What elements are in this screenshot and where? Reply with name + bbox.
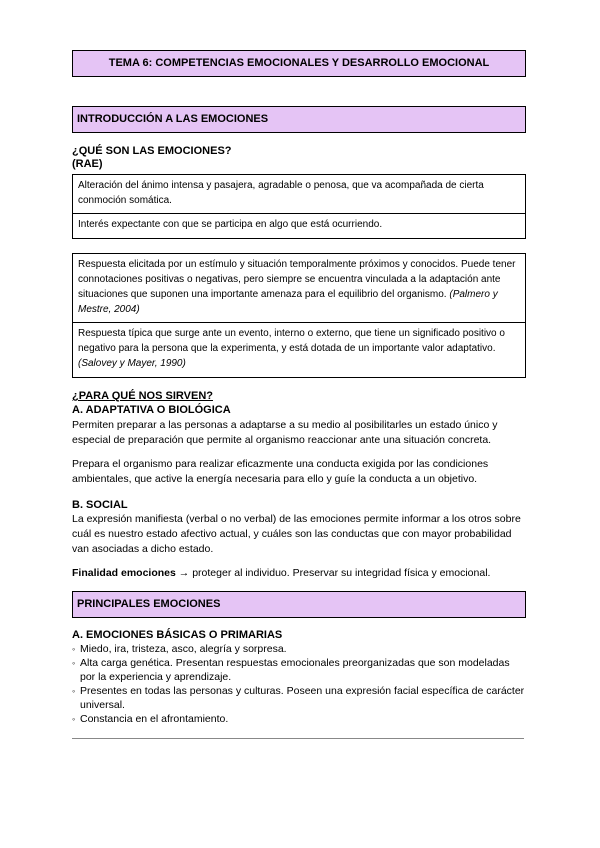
definition-box-palmero: [72, 253, 526, 323]
list-item: ◦ Miedo, ira, tristeza, asco, alegría y sorpresa.: [72, 642, 526, 656]
section-heading-principales: PRINCIPALES EMOCIONES: [72, 591, 526, 618]
list-item: ◦ Constancia en el afrontamiento.: [72, 712, 526, 726]
document-title: TEMA 6: COMPETENCIAS EMOCIONALES Y DESARROLLO EMOCIONAL: [72, 50, 526, 77]
section-heading-introduccion: INTRODUCCIÓN A LAS EMOCIONES: [72, 106, 526, 133]
bullet-list-basicas: [72, 642, 526, 726]
finalidad-label: Finalidad emociones: [72, 567, 176, 579]
definition-text: Interés expectante con que se participa en algo que está ocurriendo.: [78, 219, 383, 230]
definition-text: Respuesta elicitada por un estímulo y situación temporalmente próximos y conocidos. Puede tener connotaciones positivas o negativas, pero siempre se encuentra vinculada a la adaptación ante situaciones que suponen una importante amenaza para el equilibrio del organismo.: [78, 259, 516, 300]
subheading-basicas: A. EMOCIONES BÁSICAS O PRIMARIAS: [72, 629, 283, 641]
list-item: ◦ Alta carga genética. Presentan respuestas emocionales preorganizadas que son modeladas por la experiencia y aprendizaje.: [72, 656, 526, 684]
list-item: ◦ Presentes en todas las personas y culturas. Poseen una expresión facial específica de carácter universal.: [72, 684, 526, 712]
source-rae: (RAE): [72, 158, 103, 170]
definition-box-salovey: [72, 322, 526, 378]
page-divider: [72, 738, 524, 739]
definition-text: Alteración del ánimo intensa y pasajera, agradable o penosa, que va acompañada de cierta conmoción somática.: [78, 180, 484, 206]
citation: (Salovey y Mayer, 1990): [78, 358, 186, 369]
question-para-que: ¿PARA QUÉ NOS SIRVEN?: [72, 390, 213, 402]
paragraph-social: La expresión manifiesta (verbal o no verbal) de las emociones permite informar a los otros sobre cuál es nuestro estado afectivo actual, y cuáles son las conductas que con mayor probabilidad van asociadas a dicho estado.: [72, 513, 521, 555]
paragraph-adaptativa-1: Permiten preparar a las personas a adaptarse a su medio al posibilitarles un estado único y especial de preparación que permite al organismo reaccionar ante una situación concreta.: [72, 419, 498, 446]
paragraph-adaptativa-2: Prepara el organismo para realizar eficazmente una conducta exigida por las condiciones ambientales, que active la energía necesaria para ello y guíe la conducta a un objetivo.: [72, 458, 489, 485]
finalidad-line: [72, 566, 526, 581]
question-que-son: ¿QUÉ SON LAS EMOCIONES?: [72, 145, 232, 157]
citation: (Palmero y Mestre, 2004): [78, 289, 498, 315]
definition-box-rae-1: [72, 174, 526, 214]
subheading-adaptativa: A. ADAPTATIVA O BIOLÓGICA: [72, 404, 231, 416]
subheading-social: B. SOCIAL: [72, 499, 128, 511]
arrow-icon: →: [178, 567, 190, 579]
finalidad-text: proteger al individuo. Preservar su integridad física y emocional.: [192, 567, 491, 579]
definition-text: Respuesta típica que surge ante un evento, interno o externo, que tiene un significado positivo o negativo para la persona que la experimenta, y está dotada de un importante valor adaptativo.: [78, 328, 505, 354]
definition-box-rae-2: [72, 213, 526, 239]
